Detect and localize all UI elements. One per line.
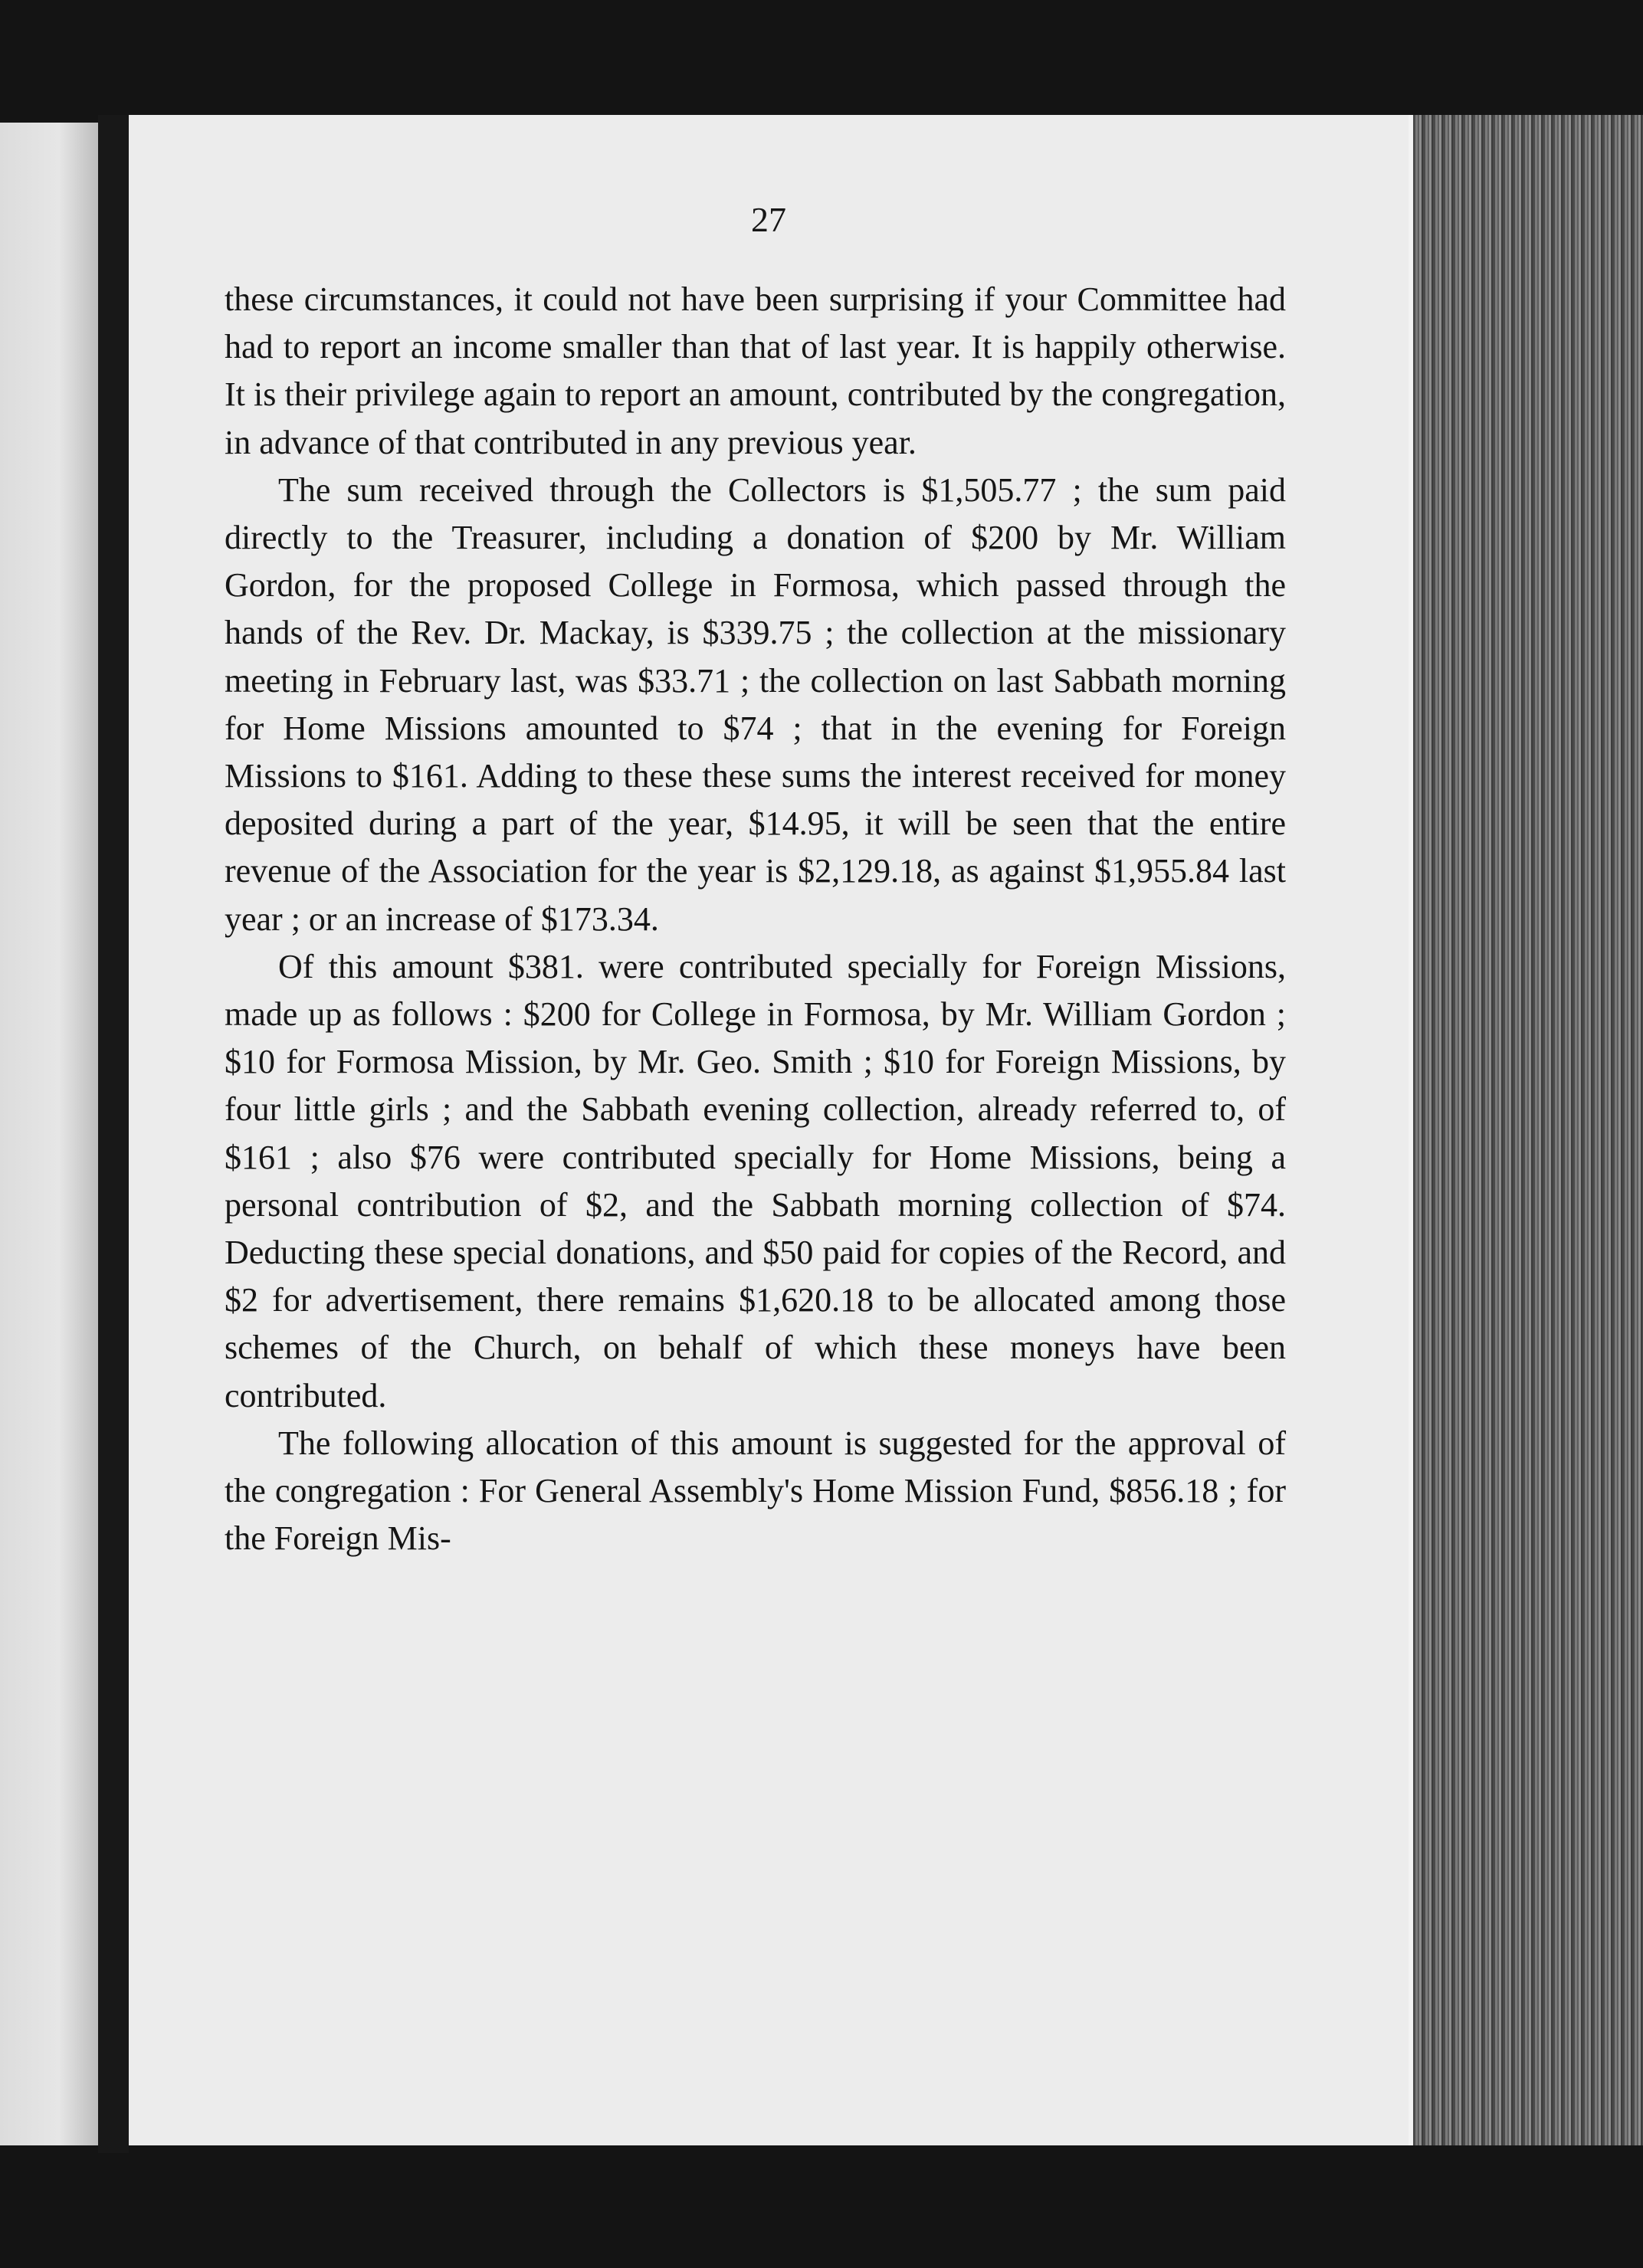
paragraph: The following allocation of this amount is suggested for the approval of the congregation : For General Assembly's Home Mission Fund, $856.18 ; for the Foreign Mis- [225, 1424, 1286, 1558]
body-text [225, 276, 1286, 1562]
left-page-edge [0, 123, 98, 2145]
book-page [129, 115, 1413, 2145]
paragraph: these circumstances, it could not have been surprising if your Committee had had to report an income smaller than that of last year. It is happily otherwise. It is their privilege again to report an amount, contributed by the congregation, in advance of that contributed in any previous year. [225, 280, 1286, 461]
paragraph: Of this amount $381. were contributed specially for Foreign Missions, made up as follows : $200 for College in Formosa, by Mr. William Gordon ; $10 for Formosa Mission, by Mr. Geo. Smith ; $10 for Foreign Missions, by four little girls ; and the Sabbath evening collection, already referred to, of $161 ; also $76 were contributed specially for Home Missions, being a personal contribution of $2, and the Sabbath morning collection of $74. Deducting these special donations, and $50 paid for copies of the Record, and $2 for advertisement, there remains $1,620.18 to be allocated among those schemes of the Church, on behalf of which these moneys have been contributed. [225, 947, 1286, 1414]
book-gutter [98, 115, 129, 2153]
page-number: 27 [751, 200, 786, 239]
page-stack-edges [1413, 115, 1643, 2145]
paragraph: The sum received through the Collectors is $1,505.77 ; the sum paid directly to the Treasurer, including a donation of $200 by Mr. William Gordon, for the proposed College in Formosa, which passed through the hands of the Rev. Dr. Mackay, is $339.75 ; the collection at the missionary meeting in February last, was $33.71 ; the collection on last Sabbath morning for Home Missions amounted to $74 ; that in the evening for Foreign Missions to $161. Adding to these these sums the interest received for money deposited during a part of the year, $14.95, it will be seen that the entire revenue of the Association for the year is $2,129.18, as against $1,955.84 last year ; or an increase of $173.34. [225, 470, 1286, 938]
